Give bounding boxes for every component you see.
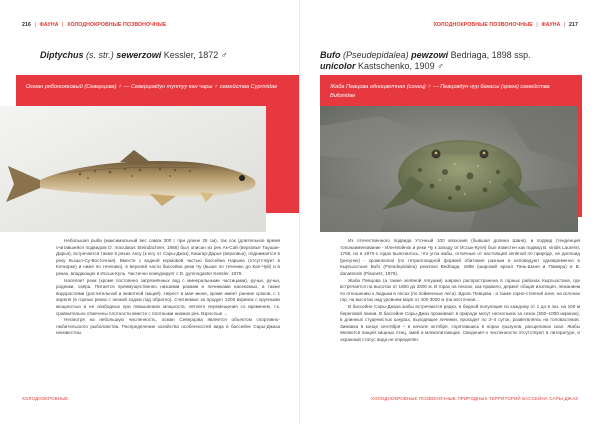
right-page [300,0,600,424]
chapter-label: ХОЛОДНОКРОВНЫЕ ПОЗВОНОЧНЫЕ [433,22,533,28]
section-label: ФАУНА [541,22,561,28]
male-symbol: ♂ [220,50,228,60]
caption-text: Жаба Певцова одноцветная (сонец) ♂ — Певцовдун нур бакасы (эркек) семейства Bufonidae [330,84,550,99]
toad-image [320,106,578,232]
genus: Diptychus [40,50,84,60]
male-symbol: ♂ [437,60,444,71]
species-author: Kessler, 1872 [163,50,219,60]
section-label: ФАУНА [39,22,59,28]
footer-right: ХОЛОДНОКРОВНЫЕ ПОЗВОНОЧНЫЕ ПРИРОДНЫХ ТЕРРИТОРИЙ БАССЕЙНА САРЫ-ДЖАЗ [371,396,578,401]
running-header-left: 216 | ФАУНА | ХОЛОДНОКРОВНЫЕ ПОЗВОНОЧНЫЕ [22,22,167,28]
page-number: 217 [569,22,578,28]
running-header-right: ХОЛОДНОКРОВНЫЕ ПОЗВОНОЧНЫЕ | ФАУНА | 217 [433,22,578,28]
genus: Bufo [320,50,341,60]
species-description [340,238,580,344]
subspecies-author: Kastschenko, 1909 [358,60,435,71]
subgenus: (s. str.) [86,50,114,60]
fish-photo [0,106,266,232]
species-epithet: pewzowi [411,50,449,60]
paragraph: Несмотря на небольшую численность, осман Северцова является объектом спортивно-любительского рыболовства. Распределение хозяйства особенностей вида в бассейне Сары-Джаза неизвестны. [56,317,280,336]
paragraph: Из отечественного подвида Уточный 100 квохония (бывшая долина Шаня), и подвид (тенденция топонаименование - Или-Мойнок и реки Чу к западу от Иссык-Куля) был известен как подвид B. viridis Laurenti, 1768, но в 1970-х годах выяснилось, что угла жабы, отличные от настоящей зелёной по природе, не диплоид (рисунок) - хромоsomal (по тетраплоидной формой обитания разным и исповедуют одновременно в Кыргызстане Bufo (Pseudepidalea) pewzowi Bedriaga, 1898 (широкий ареал Тянь-Шаня и Памира) и B. danatensis (Pisanetz, 1978). [340,238,580,276]
species-author: Bedriaga, 1898 ssp. [450,50,531,60]
species-heading [40,50,280,61]
paragraph: Небольшая рыба (максимальный вес самок 300 г при длине 25 см), так сок (длительное время считавшейся подвидом D. maculatus Steindachner, 1866) был описан из рек Ак-Сай (верховье Таушан-Дарья), встречается также в реках Аксу (к югу от Сары-Джаз), Кашгар-Дарья (верховье), поднимается в реку Кызыл-Су-Восточная). Вместе с водной кормовой частью бассейна Нарына (отсутствует в Кочкорке) и ниже по течению), в верхней части бассейна реки Чу (выше по течению до Кап-Чуй) и в реках, впадающих в Иссык-Куль. Частично конкурирует с D. gymnogaster Kessler, 1879. [56,238,280,276]
paragraph: Населяет реки (кроме постоянно загрязнённых вод с минеральными частицами), ручьи, ручьи, родники, озёра. Питается преимущественно низшими раками и личинками насекомых, а также водорослями (растительной и животной пищей). Нерест в мае–июне, кроме имеет ранних сроков, с 1 апреля (в горных реках с низкой ходом под обратно). Считаемые за продукт 1200 икринок с крупными мощностью и не свободных при повышениях мощности, летнего перемещения со временем, т.к. сравнительно отмечены плотности вместе с плотными нижних рек. Взрослые ... [56,277,280,316]
species-epithet: sewerzowi [116,50,162,60]
species-heading [320,50,560,71]
footer-left: ХОЛОДНОКРОВНЫЕ [22,396,69,401]
subspecies: unicolor [320,60,356,71]
fish-image [0,106,266,232]
caption-text: Осман рябоножковый (Северцова) ♂ — Северцовдун туптуу кан чары ♂ семейства Cyprinidae [26,84,278,90]
paragraph: В бассейне Сары-Джаза жабы встречаются редко, в бедной популяция по каждому от 1 до 6 экз. на 100 м береговой линии. В бассейне Сары-Джаз проживают в природе могут нескольких за сезон (500–1000 икринок), в длинных студенистых шнурах, выходящие личинки, проходят по 3–4 суток, разветвляясь на головастиков. Зимовка в конце сентября – в начале октября, спрятавшись в норах грызунов, расщелинах скал. Жабы являются пищей хищных птиц, змей и млекопитающих. Сведения о численности отсутствуют в литературе, и охранный статус вида не определён. [340,303,580,342]
page-number: 216 [22,22,31,28]
toad-photo [320,106,578,232]
species-description [56,238,280,337]
paragraph: Жаба Певцова (а также зелёной лягушки) широко распространена в горных районах Кыргызстана, где встречается на высотах от 1800 до 2800 м. В горах на песках, как правило, держит общая изоляция, лежанием по отношению к людьми в лесах (по пойменные леса). Вдоль Певцова - а также горно-степной зоне, на склонах гор, на высотах над уровнем моря от 400-3000 м (на восточная... [340,277,580,303]
chapter-label: ХОЛОДНОКРОВНЫЕ ПОЗВОНОЧНЫЕ [67,22,167,28]
subgenus: (Pseudepidalea) [343,50,409,60]
